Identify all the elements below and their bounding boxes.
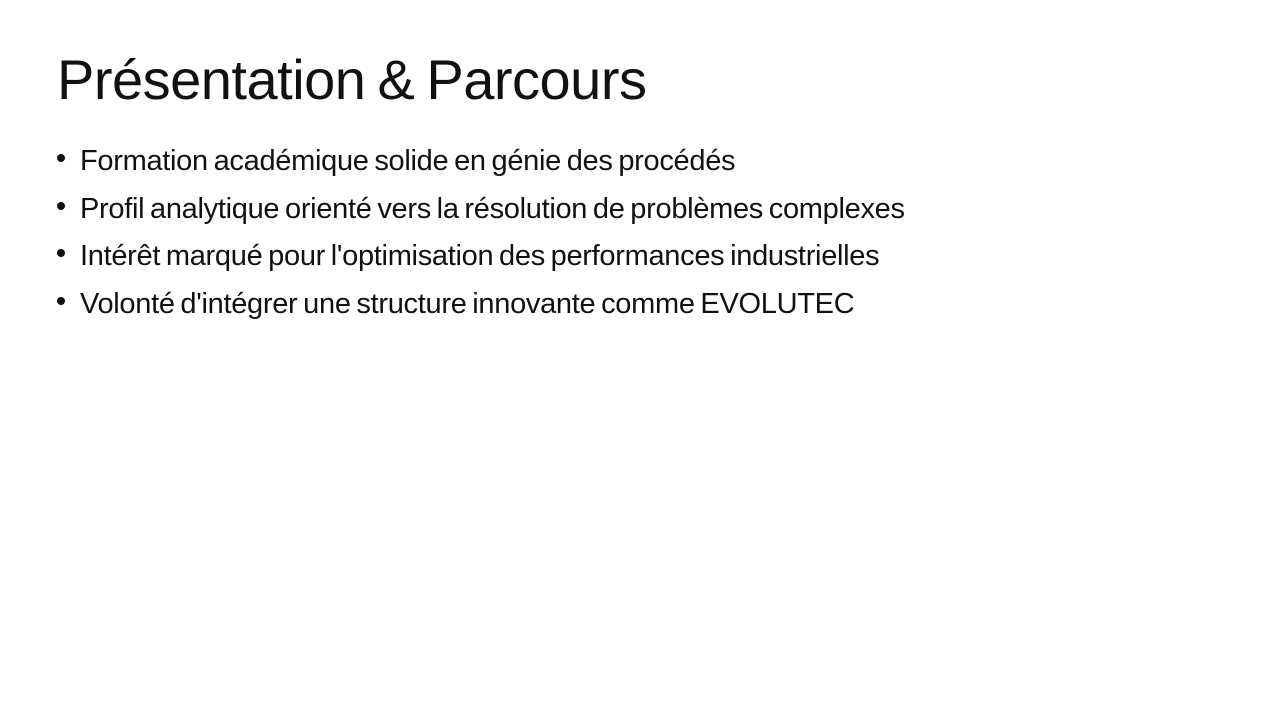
bullet-text: Volonté d'intégrer une structure innovante comme EVOLUTEC	[80, 287, 855, 320]
bullet-dot-icon	[57, 202, 65, 210]
bullet-item	[57, 186, 1220, 234]
bullet-item	[57, 281, 1220, 329]
bullet-dot-icon	[57, 154, 65, 162]
bullet-text: Formation académique solide en génie des procédés	[80, 145, 736, 178]
bullet-list	[57, 138, 1220, 328]
bullet-item	[57, 233, 1220, 281]
bullet-text: Profil analytique orienté vers la résolution de problèmes complexes	[80, 192, 905, 225]
bullet-text: Intérêt marqué pour l'optimisation des performances industrielles	[80, 240, 880, 273]
bullet-dot-icon	[57, 297, 65, 305]
bullet-dot-icon	[57, 249, 65, 257]
bullet-item	[57, 138, 1220, 186]
slide-title: Présentation & Parcours	[57, 48, 647, 111]
